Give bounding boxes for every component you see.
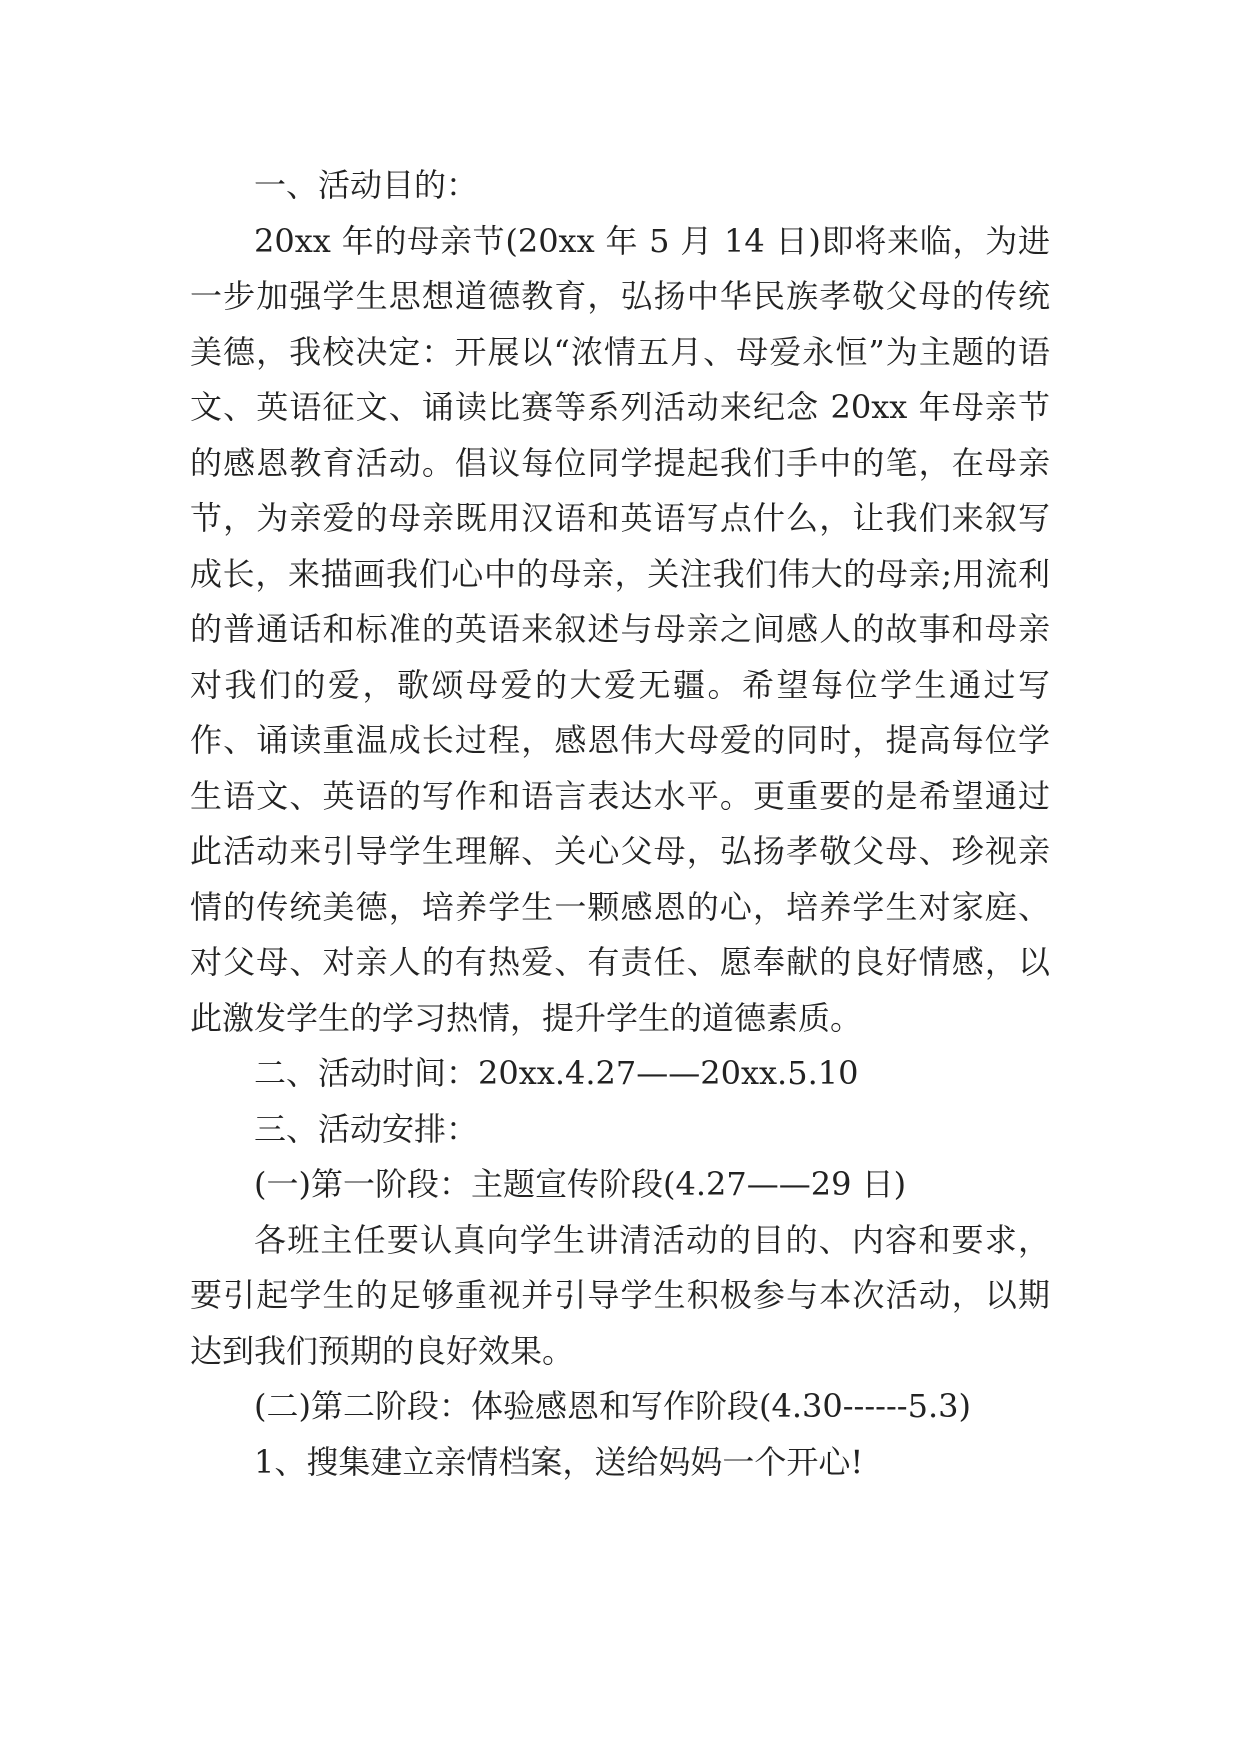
section-heading-arrangement: 三、活动安排： <box>254 1109 479 1148</box>
document-body <box>190 158 1050 1490</box>
stage-one-heading: (一)第一阶段：主题宣传阶段(4.27——29 日) <box>254 1165 907 1203</box>
purpose-paragraph: 20xx 年的母亲节(20xx 年 5 月 14 日)即将来临，为进一步加强学生思想道德教育，弘扬中华民族孝敬父母的传统美德，我校决定：开展以“浓情五月、母爱永恒”为主题的语文、英语征文、诵读比赛等系列活动来纪念 20xx 年母亲节的感恩教育活动。倡议每位同学提起我们手中的笔，在母亲节，为亲爱的母亲既用汉语和英语写点什么，让我们来叙写成长，来描画我们心中的母亲，关注我们伟大的母亲;用流利的普通话和标准的英语来叙述与母亲之间感人的故事和母亲对我们的爱，歌颂母爱的大爱无疆。希望每位学生通过写作、诵读重温成长过程，感恩伟大母爱的同时，提高每位学生语文、英语的写作和语言表达水平。更重要的是希望通过此活动来引导学生理解、关心父母，弘扬孝敬父母、珍视亲情的传统美德，培养学生一颗感恩的心，培养学生对家庭、对父母、对亲人的有热爱、有责任、愿奉献的良好情感，以此激发学生的学习热情，提升学生的道德素质。 <box>190 221 1050 1037</box>
stage-one-paragraph: 各班主任要认真向学生讲清活动的目的、内容和要求，要引起学生的足够重视并引导学生积极参与本次活动，以期达到我们预期的良好效果。 <box>190 1220 1050 1370</box>
stage-two-item-1: 1、搜集建立亲情档案，送给妈妈一个开心! <box>254 1442 864 1481</box>
section-heading-time: 二、活动时间：20xx.4.27——20xx.5.10 <box>254 1054 859 1092</box>
stage-two-heading: (二)第二阶段：体验感恩和写作阶段(4.30------5.3) <box>254 1387 971 1425</box>
section-heading-purpose: 一、活动目的： <box>254 166 479 204</box>
